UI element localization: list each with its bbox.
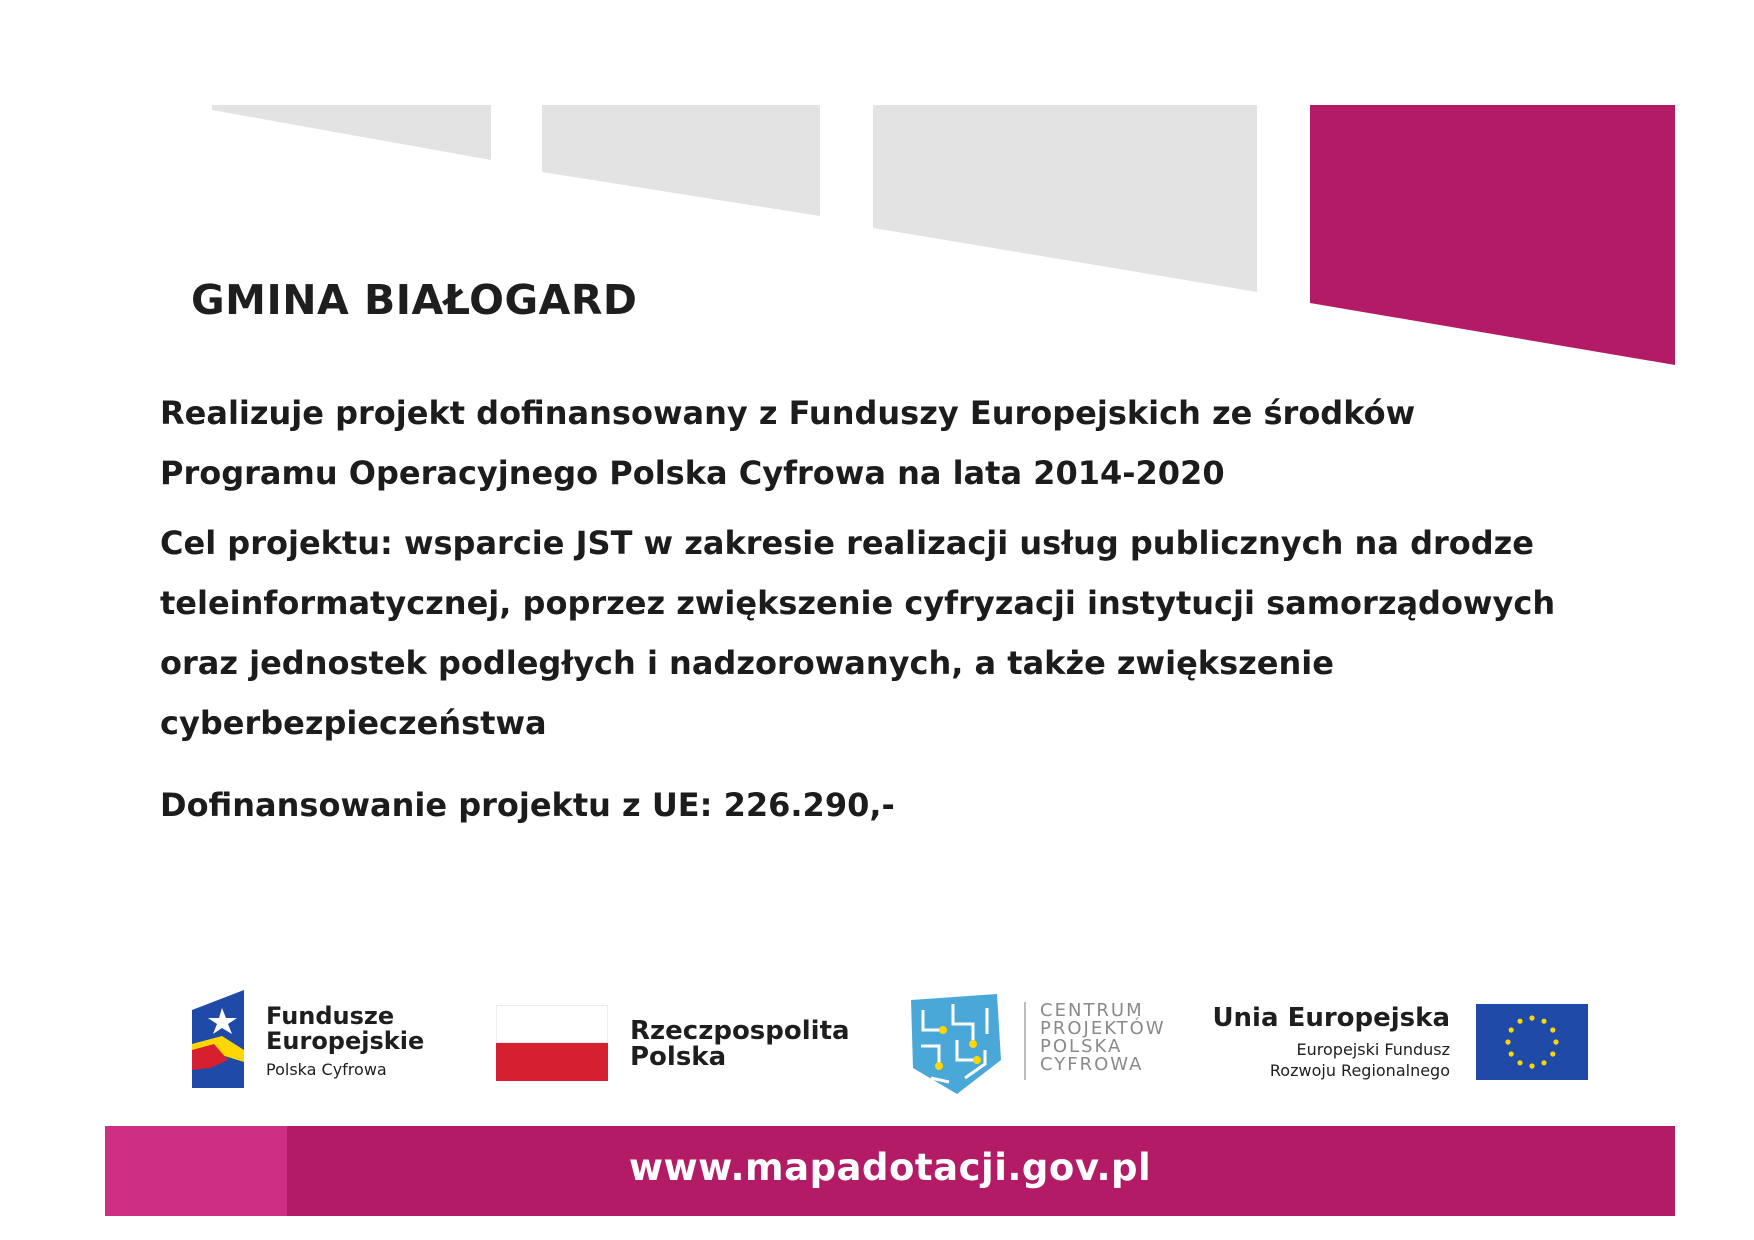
unia-line1: Unia Europejska (1212, 1003, 1450, 1033)
centrum-line1: CENTRUM (1040, 1000, 1144, 1021)
eu-flag-icon (1476, 1004, 1588, 1080)
polish-flag-icon (496, 1005, 608, 1081)
centrum-line2: PROJEKTÓW (1040, 1018, 1166, 1039)
fundusze-line1: Fundusze (266, 1002, 395, 1030)
centrum-line3: POLSKA (1040, 1036, 1123, 1057)
rzeczpospolita-text (630, 1018, 850, 1070)
fundusze-europejskie-icon (192, 990, 244, 1088)
footer-bar (105, 1126, 1675, 1216)
organization-name: GMINA BIAŁOGARD (191, 276, 638, 324)
fundusze-line2: Europejskie (266, 1027, 425, 1055)
centrum-line4: CYFROWA (1040, 1054, 1144, 1075)
project-description: Realizuje projekt dofinansowany z Funduszy Europejskich ze środków Programu Operacyjnego Polska Cyfrowa na lata 2014-2020 (160, 394, 1416, 492)
fundusze-text (266, 1004, 424, 1079)
funding-amount: Dofinansowanie projektu z UE: 226.290,- (160, 786, 895, 824)
project-goal: Cel projektu: wsparcie JST w zakresie realizacji usług publicznych na drodze teleinformatycznej, poprzez zwiększenie cyfryzacji instytucji samorządowych oraz jednostek podległych i nadzorowanych, a także zwiększenie cyberbezpieczeństwa (160, 524, 1556, 742)
centrum-text (1040, 1002, 1166, 1074)
unia-line3: Rozwoju Regionalnego (1269, 1061, 1450, 1080)
unia-text (1212, 1003, 1450, 1081)
centrum-projektow-icon (903, 990, 1005, 1098)
unia-line2: Europejski Fundusz (1296, 1040, 1450, 1059)
footer-url-link[interactable]: www.mapadotacji.gov.pl (628, 1146, 1152, 1189)
centrum-divider (1024, 1002, 1026, 1080)
rzeczpospolita-line2: Polska (630, 1042, 727, 1072)
fundusze-europejskie-logo (192, 990, 244, 1088)
rzeczpospolita-line1: Rzeczpospolita (630, 1016, 850, 1046)
fundusze-line3: Polska Cyfrowa (266, 1060, 387, 1079)
